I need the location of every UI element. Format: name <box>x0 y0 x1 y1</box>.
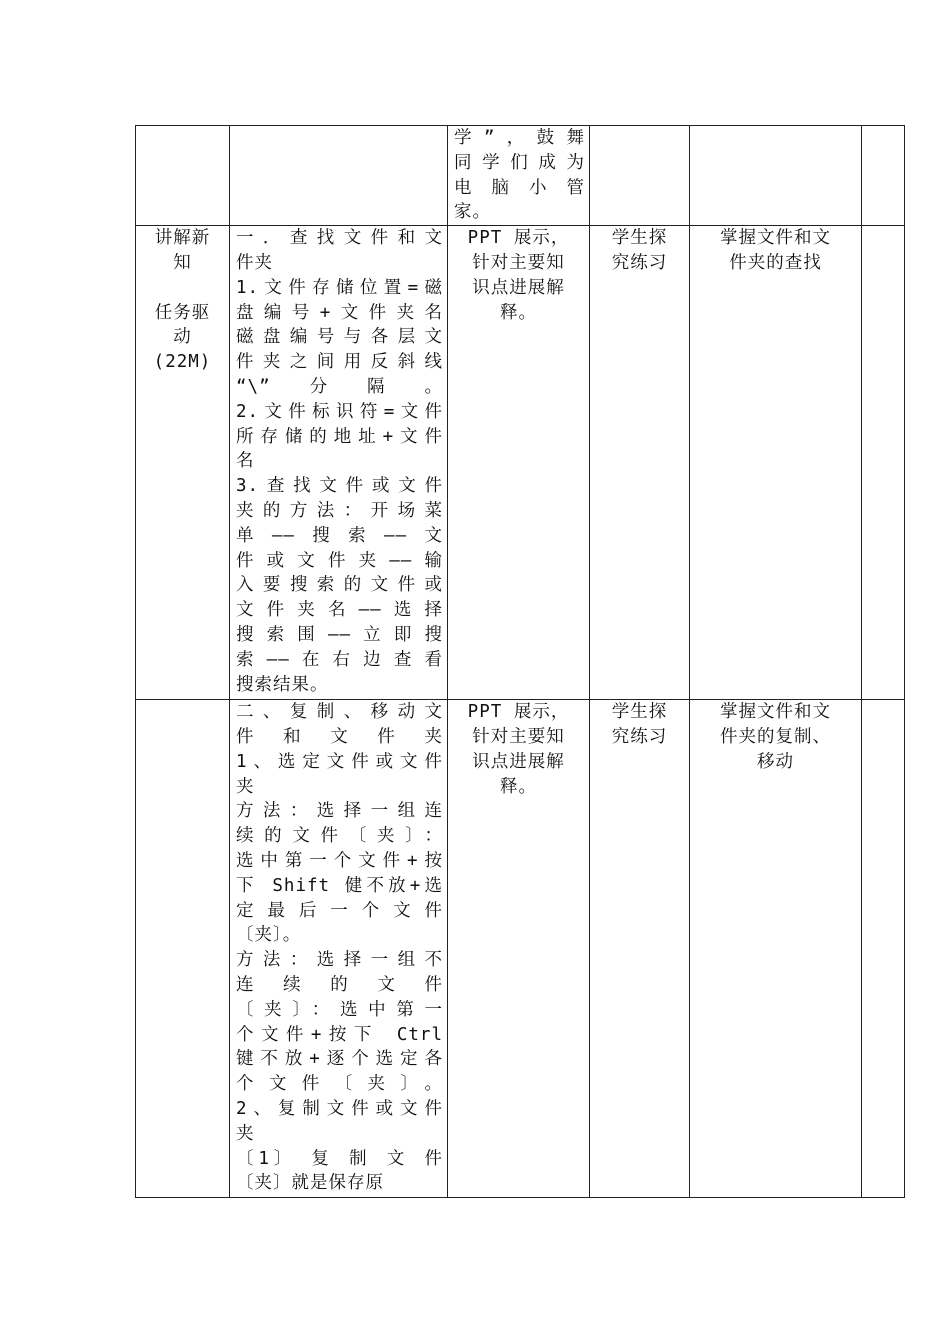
text-line: 学生探 <box>611 702 668 723</box>
text-line: 识点进展解 <box>472 277 565 298</box>
text-line: 掌握文件和文 <box>720 228 831 249</box>
text-line <box>142 276 223 301</box>
text-line: 选中第一个文件+按 <box>236 850 443 871</box>
text-line: 究练习 <box>611 252 668 273</box>
text-line: 〔夹〕就是保存原 <box>236 1173 384 1194</box>
text-line: 所存储的地址+文件 <box>236 426 443 447</box>
notes-cell <box>862 700 905 1198</box>
student-activity-cell <box>590 126 690 226</box>
text-line: 搜索围——立即搜 <box>236 624 443 645</box>
goal-cell <box>690 126 862 226</box>
teacher-activity-text <box>448 126 589 225</box>
text-line: 入要搜索的文件或 <box>236 575 443 596</box>
text-line: 件和文件夹 <box>236 726 443 747</box>
section-label <box>136 226 229 375</box>
notes-cell <box>862 226 905 700</box>
text-line: 键不放+逐个选定各 <box>236 1049 443 1070</box>
text-line: 学”，鼓舞 <box>454 128 585 148</box>
goal-cell <box>690 700 862 1198</box>
text-line: 释。 <box>500 302 537 323</box>
text-line: 知 <box>173 252 192 273</box>
table-row <box>136 700 905 1198</box>
text-line: 识点进展解 <box>472 751 565 772</box>
content-cell <box>230 700 448 1198</box>
text-line: 针对主要知 <box>472 726 565 747</box>
text-line: (22M) <box>153 352 212 373</box>
text-line: 索——在右边查看 <box>236 649 443 670</box>
text-line: 讲解新 <box>154 228 211 249</box>
text-line: 名 <box>236 451 255 472</box>
text-line: 件或文件夹——输 <box>236 550 443 571</box>
text-line: 盘编号+文件夹名 <box>236 302 443 323</box>
text-line: 2、复制文件或文件 <box>236 1098 443 1119</box>
text-line: 单——搜索——文 <box>236 525 443 546</box>
text-line: 1.文件存储位置=磁 <box>236 277 443 298</box>
teacher-activity-cell <box>448 226 590 700</box>
text-line: 〔夹〕。 <box>236 925 302 946</box>
text-line: 下 Shift 健不放+选 <box>236 875 443 896</box>
section-cell <box>136 126 230 226</box>
text-line: 移动 <box>757 751 794 772</box>
text-line: 件夹的查找 <box>729 252 822 273</box>
student-activity-text <box>590 226 689 276</box>
teacher-activity-cell <box>448 126 590 226</box>
text-line: 同学们成为 <box>454 152 585 173</box>
section-cell <box>136 226 230 700</box>
table-row <box>136 226 905 700</box>
text-line: 连 续 的 文 件 <box>236 974 443 995</box>
text-line: 3.查找文件或文件 <box>236 476 443 497</box>
text-line: 动 <box>173 327 192 348</box>
text-line: 个文件〔夹〕。 <box>236 1074 443 1095</box>
text-line: 方法：选择一组连 <box>236 801 443 822</box>
content-cell <box>230 126 448 226</box>
content-cell <box>230 226 448 700</box>
text-line: 搜索结果。 <box>236 674 329 695</box>
text-line: 学生探 <box>611 228 668 249</box>
text-line: 夹的方法：开场菜 <box>236 500 443 521</box>
goal-cell <box>690 226 862 700</box>
text-line: 1、选定文件或文件 <box>236 751 443 772</box>
text-line: 〔1〕 复 制 文 件 <box>236 1148 443 1169</box>
content-text <box>230 226 447 697</box>
student-activity-cell <box>590 700 690 1198</box>
student-activity-cell <box>590 226 690 700</box>
text-line: 个文件+按下 Ctrl <box>236 1024 443 1045</box>
goal-text <box>690 700 861 774</box>
teacher-activity-text <box>448 700 589 799</box>
text-line: 二、复制、移动文 <box>236 702 443 723</box>
text-line: 掌握文件和文 <box>720 702 831 723</box>
text-line: 件夹的复制、 <box>720 726 831 747</box>
text-line: 件夹 <box>236 252 273 273</box>
teacher-activity-text <box>448 226 589 325</box>
text-line: 任务驱 <box>154 302 211 323</box>
text-line: 定 最 后 一 个 文 件 <box>236 900 443 921</box>
text-line: 续的文件〔夹〕： <box>236 826 443 847</box>
text-line: 释。 <box>500 776 537 797</box>
content-text <box>230 700 447 1196</box>
text-line: 一．查找文件和文 <box>236 228 443 249</box>
text-line: PPT 展示， <box>467 702 570 723</box>
text-line: 夹 <box>236 776 255 797</box>
text-line: PPT 展示， <box>467 228 570 249</box>
text-line: 磁盘编号与各层文 <box>236 327 443 348</box>
table-row <box>136 126 905 226</box>
section-cell <box>136 700 230 1198</box>
text-line: 方法：选择一组不 <box>236 950 443 971</box>
notes-cell <box>862 126 905 226</box>
text-line: 件夹之间用反斜线 <box>236 352 443 373</box>
lesson-plan-table <box>135 125 905 1198</box>
goal-text <box>690 226 861 276</box>
text-line: 文件夹名——选择 <box>236 600 443 621</box>
text-line: 电 脑 小 管 <box>454 177 585 198</box>
teacher-activity-cell <box>448 700 590 1198</box>
text-line: 针对主要知 <box>472 252 565 273</box>
text-line: “\”分隔。 <box>236 376 443 397</box>
student-activity-text <box>590 700 689 750</box>
text-line: 究练习 <box>611 726 668 747</box>
text-line: 〔夹〕：选中第一 <box>236 999 443 1020</box>
text-line: 家。 <box>454 202 491 223</box>
text-line: 2.文件标识符=文件 <box>236 401 443 422</box>
text-line: 夹 <box>236 1123 255 1144</box>
